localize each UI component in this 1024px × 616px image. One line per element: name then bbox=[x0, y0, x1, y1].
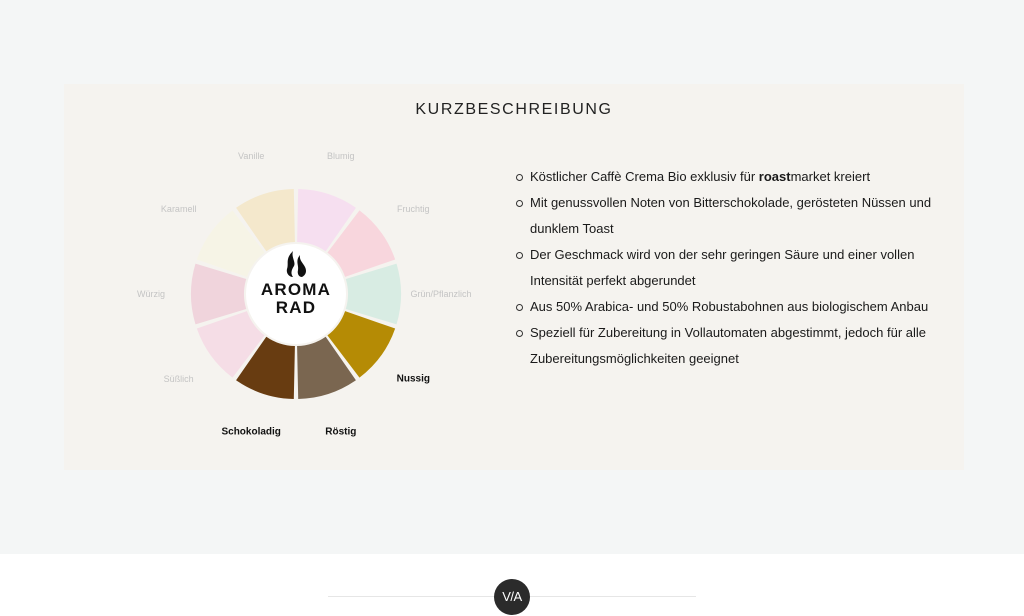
aroma-rad-logo bbox=[246, 249, 346, 317]
footer-logo: V/A bbox=[494, 579, 530, 615]
note-text: Der Geschmack wird von der sehr geringen Säure und einer vollen Intensität perfekt abgerundet bbox=[530, 247, 915, 288]
section-title: KURZBESCHREIBUNG bbox=[415, 101, 613, 118]
list-item bbox=[516, 190, 936, 242]
note-text: Speziell für Zubereitung in Vollautomaten abgestimmt, jedoch für alle Zubereitungsmöglichkeiten geeignet bbox=[530, 325, 926, 366]
note-text: Aus 50% Arabica- und 50% Robustabohnen aus biologischem Anbau bbox=[530, 299, 929, 314]
wheel-label: Süßlich bbox=[163, 374, 194, 385]
brand-name-bold: roast bbox=[758, 169, 791, 184]
list-item bbox=[516, 164, 936, 190]
wheel-label: Fruchtig bbox=[397, 203, 430, 214]
wheel-label: Würzig bbox=[136, 289, 166, 299]
footer bbox=[0, 554, 1024, 616]
note-text-suffix: market kreiert bbox=[790, 169, 871, 184]
wheel-label: Schokoladig bbox=[221, 426, 281, 438]
brand-line-aroma: AROMA bbox=[260, 280, 332, 299]
list-item bbox=[516, 294, 936, 320]
tasting-notes-list bbox=[516, 164, 936, 372]
brand-line-rad: RAD bbox=[275, 298, 317, 317]
aroma-wheel bbox=[64, 84, 524, 470]
note-text: Mit genussvollen Noten von Bitterschokolade, gerösteten Nüssen und dunklem Toast bbox=[530, 195, 932, 236]
flame-icon bbox=[281, 249, 311, 279]
list-item bbox=[516, 242, 936, 294]
list-item bbox=[516, 320, 936, 372]
wheel-label: Röstig bbox=[325, 426, 357, 438]
product-description-card bbox=[64, 84, 964, 470]
wheel-label: Blumig bbox=[327, 151, 355, 162]
wheel-label: Vanille bbox=[238, 151, 265, 162]
wheel-label: Karamell bbox=[160, 203, 197, 214]
note-text: Köstlicher Caffè Crema Bio exklusiv für bbox=[530, 169, 759, 184]
wheel-label: Grün/Pflanzlich bbox=[410, 289, 472, 299]
wheel-label: Nussig bbox=[396, 373, 430, 385]
